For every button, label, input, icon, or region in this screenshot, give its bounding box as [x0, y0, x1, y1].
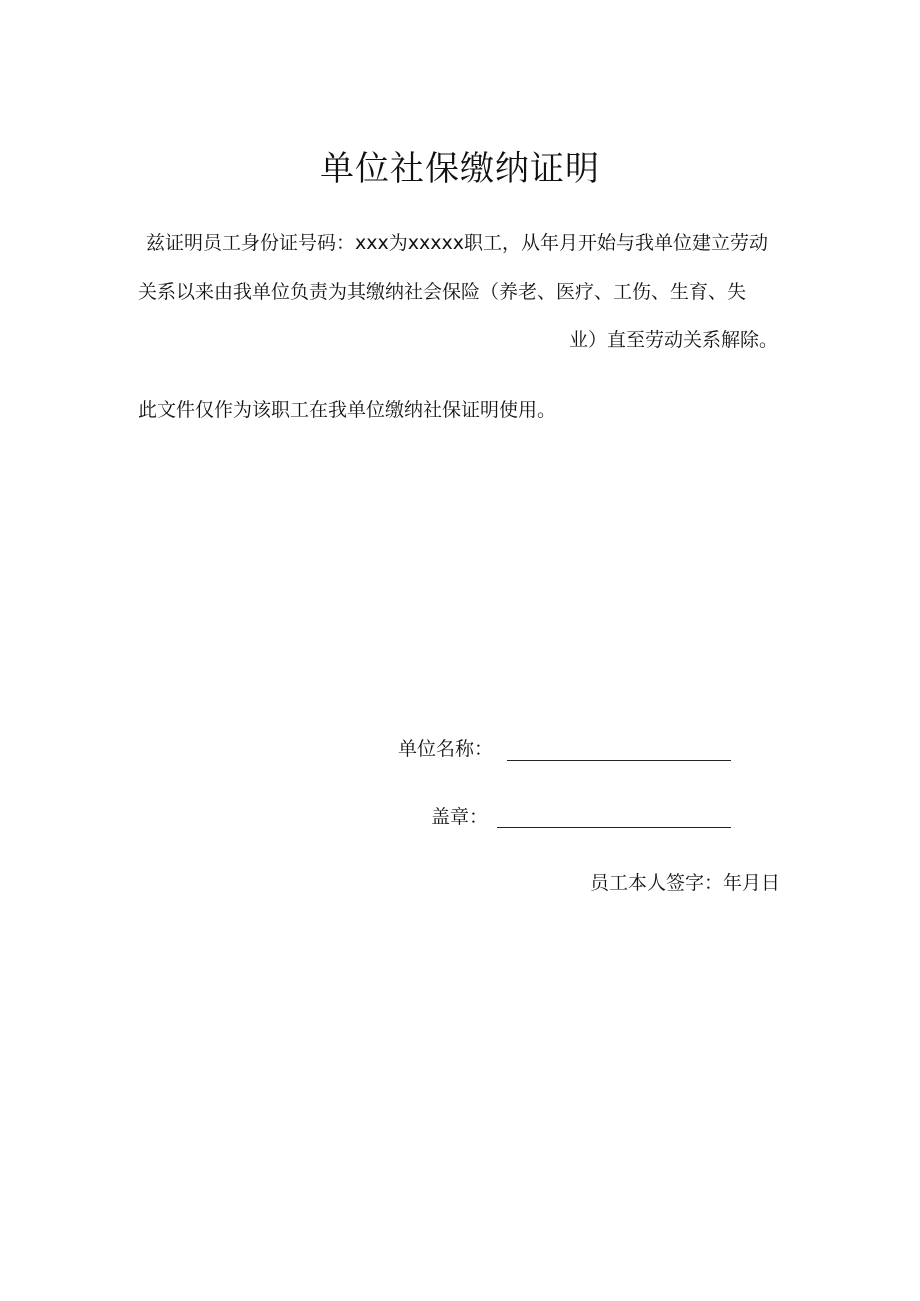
unit-name-blank-line [507, 760, 731, 761]
seal-label: 盖章： [431, 806, 489, 828]
body-paragraph-line-2: 关系以来由我单位负责为其缴纳社会保险（养老、医疗、工伤、生育、失 [138, 281, 747, 303]
usage-note: 此文件仅作为该职工在我单位缴纳社保证明使用。 [138, 399, 557, 421]
body-paragraph-line-1: 兹证明员工身份证号码：xxx为xxxxx职工，从年月开始与我单位建立劳动 [146, 232, 768, 254]
unit-name-label: 单位名称： [398, 738, 494, 760]
employee-signature-line: 员工本人签字：年月日 [589, 872, 780, 894]
document-title: 单位社保缴纳证明 [320, 149, 600, 189]
seal-blank-line [497, 827, 731, 828]
body-paragraph-line-3: 业）直至劳动关系解除。 [568, 329, 778, 351]
